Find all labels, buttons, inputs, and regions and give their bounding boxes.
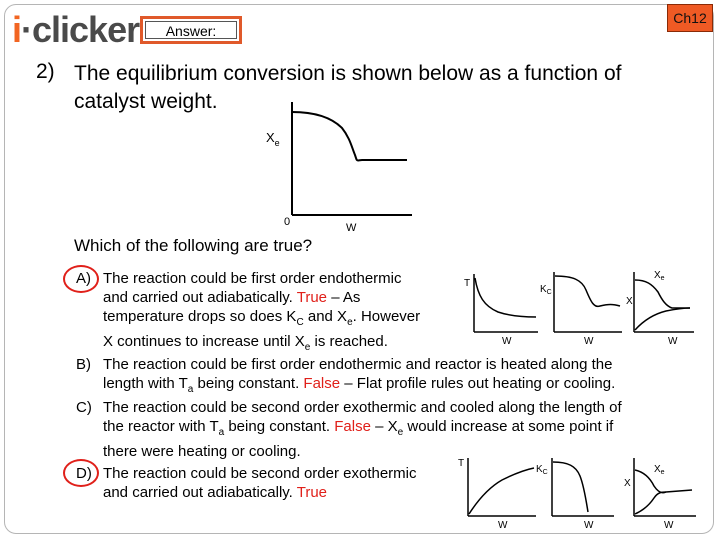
option-a-line3: temperature drops so does $K_C$ and $X_e$. However	[103, 308, 421, 328]
option-d[interactable]	[76, 464, 456, 504]
option-a-verdict: True	[296, 289, 328, 306]
answer-label: Answer:	[145, 21, 237, 39]
option-b-verdict: False	[303, 375, 341, 392]
plot-a-kc	[540, 272, 622, 347]
logo-text: ·clicker	[21, 9, 140, 50]
svg-text:W: W	[498, 520, 508, 531]
option-d-line2: and carried out adiabatically. True	[103, 484, 328, 501]
svg-text:T: T	[458, 458, 465, 469]
svg-text:W: W	[584, 520, 594, 531]
option-a[interactable]	[76, 269, 456, 351]
svg-text:W: W	[584, 336, 594, 347]
option-c[interactable]	[76, 398, 696, 458]
main-plot-curve	[292, 112, 407, 161]
plot-d-kc	[536, 458, 614, 531]
main-plot-y-label: $X_e$	[266, 130, 280, 148]
main-conversion-plot	[262, 100, 422, 240]
svg-text:W: W	[668, 336, 678, 347]
iclicker-logo: i·clicker	[12, 9, 140, 50]
svg-text:KC: $K_C$	[536, 464, 548, 476]
main-plot-origin: 0	[284, 216, 291, 228]
option-a-line1: The reaction could be first order endothermic	[103, 270, 402, 287]
option-a-line2: and carried out adiabatically. True – As	[103, 289, 361, 306]
option-a-plots	[458, 266, 698, 350]
option-d-verdict: True	[296, 484, 328, 501]
svg-text:T: T	[464, 278, 471, 289]
option-a-line4: X continues to increase until $X_e$ is reached.	[103, 333, 388, 353]
question-number: 2)	[36, 60, 55, 83]
option-c-label: C)	[76, 399, 92, 416]
chapter-badge: Ch12	[667, 4, 713, 32]
option-b-line2: length with $T_a$ being constant. False – Flat profile rules out heating or cooling.	[103, 375, 616, 395]
option-d-label: D)	[76, 465, 92, 482]
option-c-line1: The reaction could be second order exothermic and cooled along the length of	[103, 399, 622, 416]
svg-text:Xe: $X_e$	[654, 270, 665, 282]
option-b-line1: The reaction could be first order endothermic and reactor is heated along the	[103, 356, 613, 373]
option-c-line2: the reactor with $T_a$ being constant. False – $X_e$ would increase at some point if	[103, 418, 614, 438]
plot-d-conversion	[624, 458, 696, 531]
svg-text:Xe: $X_e$	[654, 464, 665, 476]
plot-a-conversion	[626, 270, 694, 347]
svg-text:W: W	[502, 336, 512, 347]
option-c-line3: there were heating or cooling.	[103, 443, 301, 460]
answer-box[interactable]	[140, 16, 242, 44]
option-d-plots	[452, 452, 700, 534]
option-c-verdict: False	[334, 418, 371, 435]
question-text: The equilibrium conversion is shown below as a function of catalyst weight.	[74, 62, 622, 113]
plot-a-temperature	[464, 274, 538, 347]
svg-text:W: W	[664, 520, 674, 531]
option-d-line1: The reaction could be second order exothermic	[103, 465, 417, 482]
option-b[interactable]	[76, 355, 696, 395]
svg-text:KC: $K_C$	[540, 284, 552, 296]
svg-text:X: X	[624, 478, 631, 489]
option-a-label: A)	[76, 270, 91, 287]
sub-question: Which of the following are true?	[74, 236, 313, 255]
main-plot-x-label: W	[346, 222, 357, 234]
option-b-label: B)	[76, 356, 91, 373]
svg-text:X: X	[626, 296, 633, 307]
plot-d-temperature	[458, 458, 536, 531]
